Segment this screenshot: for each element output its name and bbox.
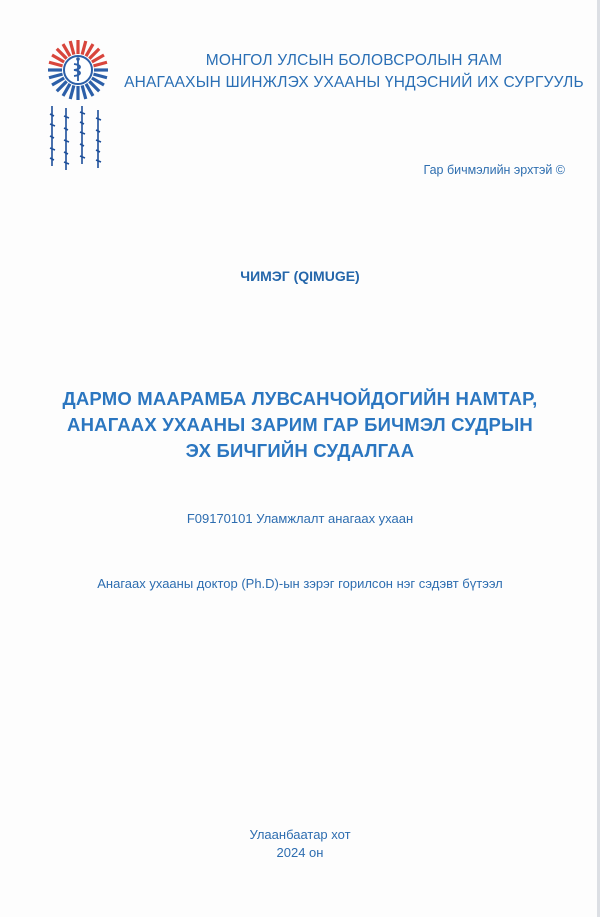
degree-statement: Анагаах ухааны доктор (Ph.D)-ын зэрэг горилсон нэг сэдэвт бүтээл xyxy=(97,576,503,591)
thesis-title xyxy=(0,386,600,464)
title-line-3: ЭХ БИЧГИЙН СУДАЛГАА xyxy=(185,440,415,461)
emblem-ray xyxy=(82,41,86,55)
ministry-line-2: АНАГААХЫН ШИНЖЛЭХ УХААНЫ ҮНДЭСНИЙ ИХ СУРГУУЛЬ xyxy=(124,74,584,91)
emblem-ray xyxy=(93,74,107,78)
ministry-line-1: МОНГОЛ УЛСЫН БОЛОВСРОЛЫН ЯАМ xyxy=(205,52,503,69)
city: Улаанбаатар хот xyxy=(249,827,351,842)
place-and-year xyxy=(0,826,600,862)
emblem-ray xyxy=(49,62,63,66)
specialty-code: F09170101 Уламжлалт анагаах ухаан xyxy=(186,511,414,526)
university-emblem-icon xyxy=(46,38,110,102)
year: 2024 он xyxy=(276,845,324,860)
mongolian-script-name-icon xyxy=(44,104,114,172)
emblem-ray xyxy=(93,62,107,66)
title-line-2: АНАГААХ УХААНЫ ЗАРИМ ГАР БИЧМЭЛ СУДРЫН xyxy=(67,414,533,435)
author-name: ЧИМЭГ (QIMUGE) xyxy=(240,268,360,284)
title-line-1: ДАРМО МААРАМБА ЛУВСАНЧОЙДОГИЙН НАМТАР, xyxy=(62,388,538,409)
emblem-ray xyxy=(49,74,63,78)
copyright-notice: Гар бичмэлийн эрхтэй © xyxy=(423,163,565,177)
emblem-ray xyxy=(70,85,74,99)
emblem-ray xyxy=(82,85,86,99)
ministry-header xyxy=(124,50,584,94)
emblem-ray xyxy=(70,41,74,55)
